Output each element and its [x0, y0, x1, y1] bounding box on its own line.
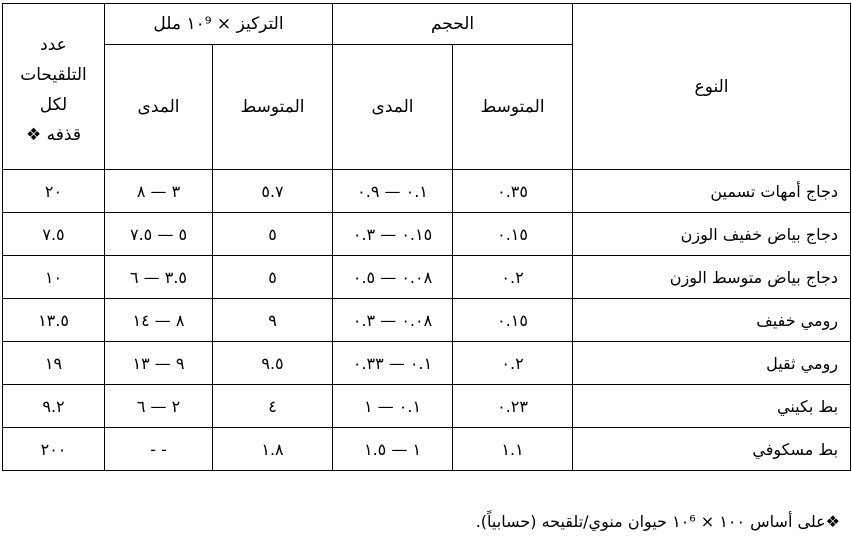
cell-concentration-range: ٣ — ٨ — [105, 170, 213, 213]
cell-concentration-range: ٩ — ١٣ — [105, 342, 213, 385]
table-row — [3, 428, 851, 471]
cell-volume-range: ٠.٠٨ — ٠.٣ — [333, 299, 453, 342]
cell-volume-range: ٠.١ — ٠.٣٣ — [333, 342, 453, 385]
header-concentration-range: المدى — [105, 45, 213, 170]
cell-volume-average: ٠.٣٥ — [453, 170, 573, 213]
header-concentration: التركيز × ١٠⁹ ملل — [105, 4, 333, 45]
cell-concentration-average: ٥ — [213, 213, 333, 256]
cell-type: رومي ثقيل — [573, 342, 851, 385]
cell-volume-average: ٠.٢٣ — [453, 385, 573, 428]
header-volume: الحجم — [333, 4, 573, 45]
cell-inseminations-count: ٢٠٠ — [3, 428, 105, 471]
cell-concentration-average: ٩ — [213, 299, 333, 342]
cell-concentration-average: ٥.٧ — [213, 170, 333, 213]
cell-inseminations-count: ١٠ — [3, 256, 105, 299]
header-inseminations-count — [3, 4, 105, 170]
header-concentration-average: المتوسط — [213, 45, 333, 170]
cell-inseminations-count: ٢٠ — [3, 170, 105, 213]
cell-concentration-average: ٩.٥ — [213, 342, 333, 385]
cell-type: بط بكيني — [573, 385, 851, 428]
header-count-line-2: التلقيحات — [20, 64, 87, 85]
header-type: النوع — [573, 4, 851, 170]
cell-type: بط مسكوفي — [573, 428, 851, 471]
table-row — [3, 299, 851, 342]
cell-concentration-range: - - — [105, 428, 213, 471]
table-row — [3, 170, 851, 213]
cell-type: دجاج بياض متوسط الوزن — [573, 256, 851, 299]
table-row — [3, 213, 851, 256]
cell-concentration-average: ٤ — [213, 385, 333, 428]
footnote: ❖على أساس ١٠٠ × ١٠⁶ حيوان منوي/تلقيحه (حسابياً). — [475, 512, 840, 531]
header-volume-range: المدى — [333, 45, 453, 170]
cell-concentration-range: ٣.٥ — ٦ — [105, 256, 213, 299]
cell-concentration-range: ٨ — ١٤ — [105, 299, 213, 342]
header-volume-average: المتوسط — [453, 45, 573, 170]
header-count-line-3: لكل — [39, 94, 68, 115]
cell-volume-average: ٠.١٥ — [453, 299, 573, 342]
cell-volume-range: ٠.١ — ٠.٩ — [333, 170, 453, 213]
cell-type: دجاج بياض خفيف الوزن — [573, 213, 851, 256]
cell-volume-range: ٠.٠٨ — ٠.٥ — [333, 256, 453, 299]
cell-volume-range: ٠.١٥ — ٠.٣ — [333, 213, 453, 256]
cell-inseminations-count: ٩.٢ — [3, 385, 105, 428]
cell-volume-range: ٠.١ — ١ — [333, 385, 453, 428]
cell-volume-range: ١ — ١.٥ — [333, 428, 453, 471]
header-count-line-4: قذفه ❖ — [26, 124, 81, 145]
cell-volume-average: ١.١ — [453, 428, 573, 471]
cell-concentration-range: ٥ — ٧.٥ — [105, 213, 213, 256]
cell-volume-average: ٠.٢ — [453, 342, 573, 385]
table-row — [3, 342, 851, 385]
cell-inseminations-count: ١٩ — [3, 342, 105, 385]
cell-type: دجاج أمهات تسمين — [573, 170, 851, 213]
header-count-line-1: عدد — [40, 34, 67, 55]
cell-inseminations-count: ٧.٥ — [3, 213, 105, 256]
cell-type: رومي خفيف — [573, 299, 851, 342]
poultry-semen-table — [2, 3, 851, 471]
table-row — [3, 385, 851, 428]
cell-inseminations-count: ١٣.٥ — [3, 299, 105, 342]
cell-concentration-average: ١.٨ — [213, 428, 333, 471]
cell-concentration-average: ٥ — [213, 256, 333, 299]
cell-volume-average: ٠.١٥ — [453, 213, 573, 256]
table-row — [3, 256, 851, 299]
cell-volume-average: ٠.٢ — [453, 256, 573, 299]
cell-concentration-range: ٢ — ٦ — [105, 385, 213, 428]
